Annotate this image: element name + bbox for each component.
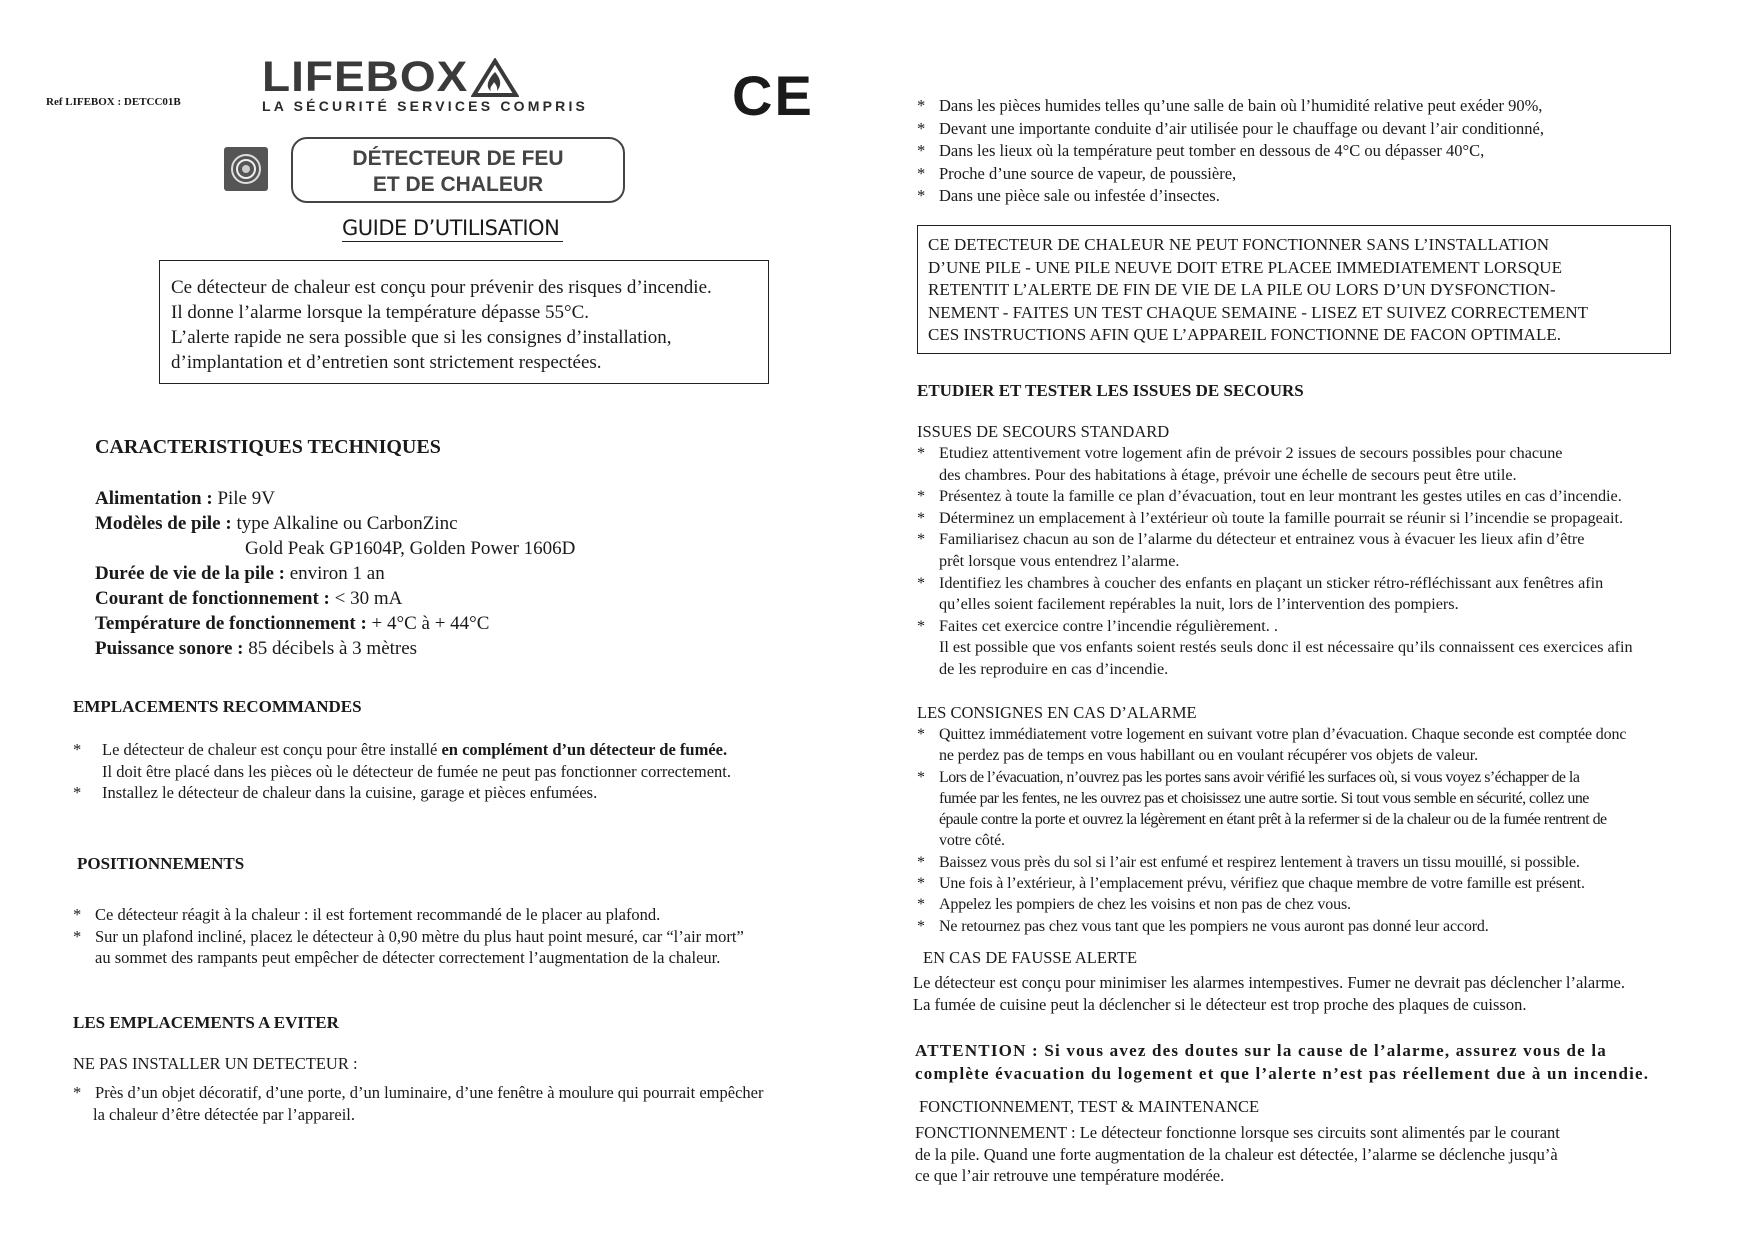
section-title-positionnements: POSITIONNEMENTS: [77, 854, 245, 873]
alarme-list: [917, 724, 1747, 937]
list-item-cont: qu’elles soient facilement repérables la nuit, lors de l’intervention des pompiers.: [939, 595, 1459, 614]
list-item-cont: ne perdez pas de temps en vous habillant ou en voulant récupérer vos objets de valeur.: [939, 747, 1478, 765]
fonctionnement-title: FONCTIONNEMENT, TEST & MAINTENANCE: [919, 1097, 1260, 1116]
list-item-cont: fumée par les fentes, ne les ouvrez pas et choisissez une autre sortie. Si tout vous semble en sécurité, collez une: [939, 789, 1589, 807]
text-line: de la pile. Quand une forte augmentation de la chaleur est détectée, l’alarme se déclenche jusqu’à: [915, 1144, 1558, 1164]
section-title-emplacements: EMPLACEMENTS RECOMMANDES: [73, 697, 362, 716]
detector-product-icon: [224, 147, 268, 191]
eviter-list-right: [917, 95, 1737, 208]
section-title-issues: ETUDIER ET TESTER LES ISSUES DE SECOURS: [917, 381, 1304, 400]
attention-notice: [915, 1039, 1753, 1085]
list-item-cont: la chaleur d’être détectée par l’appareil.: [93, 1104, 355, 1124]
list-item: * Le détecteur de chaleur est conçu pour être installé en complément d’un détecteur de fumée.: [73, 740, 728, 759]
list-item-cont: Il doit être placé dans les pièces où le détecteur de fumée ne peut pas fonctionner correctement.: [102, 761, 732, 781]
list-item-cont: de les reproduire en cas d’incendie.: [939, 659, 1169, 678]
reference-code: Ref LIFEBOX : DETCC01B: [46, 96, 181, 108]
issues-subtitle: ISSUES DE SECOURS STANDARD: [917, 422, 1170, 441]
intro-line: L’alerte rapide ne sera possible que si les consignes d’installation,: [171, 327, 672, 348]
guide-title: GUIDE D’UTILISATION: [342, 216, 563, 242]
list-item: * Dans une pièce sale ou infestée d’insectes.: [917, 186, 1220, 205]
brand-logo: [262, 52, 589, 114]
warning-line: D’UNE PILE - UNE PILE NEUVE DOIT ETRE PLACEE IMMEDIATEMENT LORSQUE: [928, 257, 1562, 277]
section-title-caracteristiques: CARACTERISTIQUES TECHNIQUES: [95, 436, 441, 458]
spec-row: Puissance sonore : 85 décibels à 3 mètres: [95, 638, 418, 659]
positionnements-list: [73, 904, 863, 969]
intro-line: d’implantation et d’entretien sont strictement respectées.: [171, 352, 602, 373]
list-item: * Près d’un objet décoratif, d’une porte, d’un luminaire, d’une fenêtre à moulure qui pourrait empêcher: [73, 1083, 764, 1102]
emplacements-list: [73, 739, 863, 804]
text-line: FONCTIONNEMENT : Le détecteur fonctionne lorsque ses circuits sont alimentés par le courant: [915, 1123, 1560, 1142]
list-item: * Ne retournez pas chez vous tant que les pompiers ne vous auront pas donné leur accord.: [917, 917, 1489, 935]
brand-name: LIFEBOX: [262, 52, 469, 101]
list-item: * Une fois à l’extérieur, à l’emplacement prévu, vérifiez que chaque membre de votre famille est présent.: [917, 875, 1585, 893]
list-item: * Familiarisez chacun au son de l’alarme du détecteur et entrainez vous à évacuer les lieux afin d’être: [917, 530, 1585, 549]
product-title-box: [291, 137, 625, 203]
text-line: ce que l’air retrouve une température modérée.: [915, 1166, 1225, 1186]
list-item: * Quittez immédiatement votre logement en suivant votre plan d’évacuation. Chaque seconde est comptée donc: [917, 726, 1627, 743]
warning-line: CES INSTRUCTIONS AFIN QUE L’APPAREIL FONCTIONNE DE FACON OPTIMALE.: [928, 325, 1561, 345]
intro-line: Il donne l’alarme lorsque la température dépasse 55°C.: [171, 302, 590, 323]
list-item-cont: épaule contre la porte et ouvrez la légèrement en étant prêt à la refermer si de la chaleur ou de la fumée rentrent de: [939, 811, 1607, 829]
warning-box: [917, 225, 1671, 354]
alarme-title: LES CONSIGNES EN CAS D’ALARME: [917, 703, 1197, 722]
list-item: * Baissez vous près du sol si l’air est enfumé et respirez lentement à travers un tissu mouillé, si possible.: [917, 853, 1580, 871]
list-item: * Ce détecteur réagit à la chaleur : il est fortement recommandé de le placer au plafond.: [73, 905, 661, 924]
intro-line: Ce détecteur de chaleur est conçu pour prévenir des risques d’incendie.: [171, 277, 712, 298]
list-item: * Dans les lieux où la température peut tomber en dessous de 4°C ou dépasser 40°C,: [917, 141, 1485, 160]
product-title-line2: ET DE CHALEUR: [372, 173, 544, 196]
brand-tagline: LA SÉCURITÉ SERVICES COMPRIS: [262, 98, 589, 114]
specs-list: [95, 486, 575, 661]
warning-line: RETENTIT L’ALERTE DE FIN DE VIE DE LA PILE OU LORS D’UN DYSFONCTION-: [928, 280, 1556, 300]
fausse-alerte-text: [913, 972, 1753, 1015]
list-item: * Appelez les pompiers de chez les voisins et non pas de chez vous.: [917, 896, 1351, 914]
list-item: * Etudiez attentivement votre logement afin de prévoir 2 issues de secours possibles pour chacune: [917, 444, 1563, 462]
spec-row: Durée de vie de la pile : environ 1 an: [95, 563, 385, 584]
issues-list: [917, 443, 1747, 681]
spec-row: Gold Peak GP1604P, Golden Power 1606D: [245, 538, 576, 559]
list-item: * Installez le détecteur de chaleur dans la cuisine, garage et pièces enfumées.: [73, 783, 598, 803]
spec-row: Courant de fonctionnement : < 30 mA: [95, 588, 403, 609]
section-title-eviter: LES EMPLACEMENTS A EVITER: [73, 1013, 339, 1032]
spec-row: Modèles de pile : type Alkaline ou CarbonZinc: [95, 513, 458, 534]
list-item-cont: votre côté.: [939, 832, 1005, 850]
list-item: * Lors de l’évacuation, n’ouvrez pas les portes sans avoir vérifié les surfaces où, si vous voyez s’échapper de la: [917, 768, 1580, 786]
spec-row: Alimentation : Pile 9V: [95, 488, 275, 509]
list-item-cont: prêt lorsque vous entendrez l’alarme.: [939, 551, 1180, 570]
detector-circle-icon: [224, 147, 268, 191]
fausse-alerte-title: EN CAS DE FAUSSE ALERTE: [923, 948, 1138, 967]
fonctionnement-text: [915, 1122, 1745, 1187]
product-title-line1: DÉTECTEUR DE FEU: [352, 147, 564, 170]
list-item: * Devant une importante conduite d’air utilisée pour le chauffage ou devant l’air conditionné,: [917, 118, 1544, 138]
intro-box: [159, 260, 769, 384]
list-item-cont: au sommet des rampants peut empêcher de détecter correctement l’augmentation de la chaleur.: [95, 948, 721, 968]
text-line: Le détecteur est conçu pour minimiser les alarmes intempestives. Fumer ne devrait pas déclencher l’alarme.: [913, 973, 1625, 992]
list-item: * Proche d’une source de vapeur, de poussière,: [917, 163, 1237, 183]
warning-line: NEMENT - FAITES UN TEST CHAQUE SEMAINE - LISEZ ET SUIVEZ CORRECTEMENT: [928, 302, 1588, 322]
text-line: La fumée de cuisine peut la déclencher si le détecteur est trop proche des plaques de cuisson.: [913, 994, 1527, 1014]
list-item-cont: Il est possible que vos enfants soient restés seuls donc il est nécessaire qu’ils connaissent ces exercices afin: [939, 638, 1633, 657]
attention-line: complète évacuation du logement et que l’alerte n’est pas réellement due à un incendie.: [915, 1064, 1650, 1083]
list-item: * Sur un plafond incliné, placez le détecteur à 0,90 mètre du plus haut point mesuré, car “l’air mort”: [73, 926, 744, 946]
eviter-subtitle: NE PAS INSTALLER UN DETECTEUR :: [73, 1054, 358, 1073]
flame-triangle-icon: [471, 58, 519, 98]
eviter-list-left: [73, 1082, 893, 1125]
spec-row: Température de fonctionnement : + 4°C à + 44°C: [95, 613, 490, 634]
ce-mark: CE: [732, 64, 814, 127]
list-item-cont: des chambres. Pour des habitations à étage, prévoir une échelle de secours peut être utile.: [939, 465, 1517, 484]
attention-line: ATTENTION : Si vous avez des doutes sur la cause de l’alarme, assurez vous de la: [915, 1041, 1607, 1060]
list-item: * Déterminez un emplacement à l’extérieur où toute la famille pourrait se réunir si l’incendie se propageait.: [917, 508, 1624, 527]
list-item: * Faites cet exercice contre l’incendie régulièrement. .: [917, 616, 1278, 635]
list-item: * Dans les pièces humides telles qu’une salle de bain où l’humidité relative peut exéder 90%,: [917, 96, 1543, 115]
list-item: * Identifiez les chambres à coucher des enfants en plaçant un sticker rétro-réfléchissant aux fenêtres afin: [917, 573, 1604, 592]
warning-line: CE DETECTEUR DE CHALEUR NE PEUT FONCTIONNER SANS L’INSTALLATION: [928, 235, 1550, 254]
list-item: * Présentez à toute la famille ce plan d’évacuation, tout en leur montrant les gestes utiles en cas d’incendie.: [917, 487, 1622, 506]
